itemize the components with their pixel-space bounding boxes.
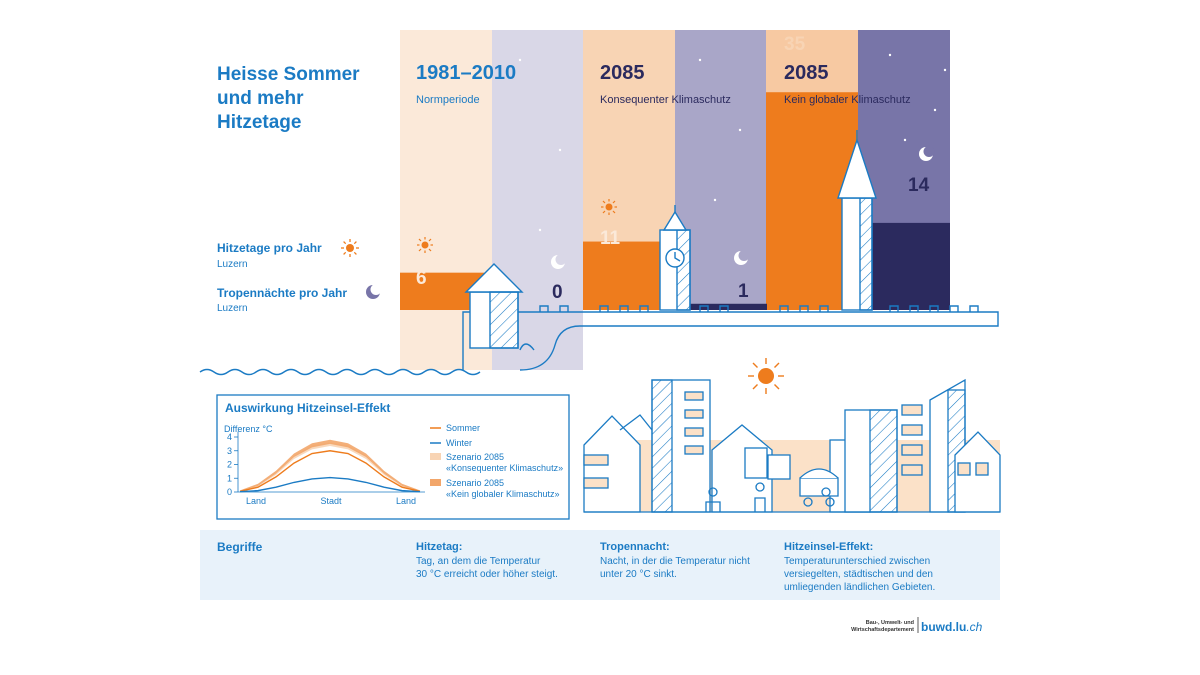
- city-sun-icon: [748, 358, 784, 394]
- def-hitzeinsel-line-2: versiegelten, städtischen und den: [784, 569, 933, 580]
- title-line-3: Hitzetage: [217, 112, 302, 133]
- category-label-1: 1981–2010: [416, 62, 517, 84]
- def-hitzetag-line-1: Tag, an dem die Temperatur: [416, 556, 541, 567]
- value-tropen-1: 0: [552, 282, 563, 303]
- star-9: [904, 139, 906, 141]
- legend-tropen-sub: Luzern: [217, 303, 248, 314]
- category-label-2: 2085: [600, 62, 645, 84]
- star-2: [559, 149, 561, 151]
- bar-legend: [217, 239, 382, 314]
- star-8: [934, 109, 936, 111]
- x-tick-stadt: Stadt: [320, 496, 342, 506]
- legend-band-1-line-2: «Konsequenter Klimaschutz»: [446, 463, 564, 473]
- heat-island-chart: [217, 395, 569, 519]
- def-tropennacht-line-2: unter 20 °C sinkt.: [600, 569, 677, 580]
- category-label-3: 2085: [784, 62, 829, 84]
- sun-icon: [341, 239, 359, 257]
- moon-icon: [366, 284, 382, 299]
- y-tick-3: 3: [226, 445, 232, 456]
- def-hitzeinsel-line-3: umliegenden ländlichen Gebieten.: [784, 582, 936, 593]
- star-7: [889, 54, 891, 56]
- footer-logo: [851, 617, 983, 634]
- column-sun-icon-2: [601, 199, 617, 215]
- glossary-heading: Begriffe: [217, 540, 263, 554]
- y-tick-4: 4: [226, 432, 232, 442]
- lake-wave: [200, 370, 480, 375]
- star-5: [739, 129, 741, 131]
- value-tropen-3: 14: [908, 175, 930, 196]
- term-hitzeinsel: Hitzeinsel-Effekt:: [784, 541, 874, 553]
- dept-line-1: Bau-, Umwelt- und: [865, 620, 914, 626]
- legend-tropen-label: Tropennächte pro Jahr: [217, 286, 348, 300]
- x-tick-land-left: Land: [245, 496, 267, 506]
- chart-title: Auswirkung Hitzeinsel-Effekt: [225, 401, 391, 415]
- y-tick-2: 2: [226, 459, 232, 470]
- legend-band-1-line-1: Szenario 2085: [446, 452, 505, 462]
- legend-band-2-line-1: Szenario 2085: [446, 478, 505, 488]
- legend-hitzetage-sub: Luzern: [217, 259, 248, 270]
- legend-winter: Winter: [446, 438, 473, 448]
- glossary-panel: [200, 530, 1000, 600]
- column-sun-icon-1: [417, 237, 433, 253]
- term-hitzetag: Hitzetag:: [416, 541, 463, 553]
- legend-band-2-swatch: [430, 479, 441, 486]
- value-hitzetage-1: 6: [416, 268, 427, 289]
- star-10: [944, 69, 946, 71]
- modern-town-illustration: [584, 380, 1000, 512]
- value-hitzetage-2: 11: [600, 228, 621, 249]
- category-sublabel-1: Normperiode: [416, 94, 480, 106]
- legend-band-1-swatch: [430, 453, 441, 460]
- def-tropennacht-line-1: Nacht, in der die Temperatur nicht: [600, 556, 750, 567]
- term-tropennacht: Tropennacht:: [600, 541, 670, 553]
- brand-name: buwd.lu.ch: [921, 620, 983, 634]
- category-sublabel-3: Kein globaler Klimaschutz: [784, 94, 911, 106]
- def-hitzeinsel-line-1: Temperaturunterschied zwischen: [784, 556, 931, 567]
- title-line-2: und mehr: [217, 88, 304, 109]
- y-tick-0: 0: [226, 487, 232, 497]
- legend-hitzetage-label: Hitzetage pro Jahr: [217, 241, 322, 255]
- star-6: [714, 199, 716, 201]
- star-4: [699, 59, 701, 61]
- star-3: [539, 229, 541, 231]
- title-line-1: Heisse Sommer: [217, 64, 360, 85]
- def-hitzetag-line-2: 30 °C erreicht oder höher steigt.: [416, 569, 558, 580]
- star-1: [519, 59, 521, 61]
- main-title: [217, 64, 360, 133]
- chart-ylabel: Differenz °C: [224, 424, 273, 434]
- category-sublabel-2: Konsequenter Klimaschutz: [600, 94, 731, 106]
- x-tick-land-right: Land: [395, 496, 417, 506]
- y-tick-1: 1: [226, 473, 232, 484]
- value-hitzetage-3: 35: [784, 34, 806, 55]
- value-tropen-2: 1: [738, 281, 749, 302]
- dept-line-2: Wirtschaftsdepartement: [851, 627, 914, 633]
- legend-sommer: Sommer: [446, 423, 481, 433]
- legend-band-2-line-2: «Kein globaler Klimaschutz»: [446, 489, 560, 499]
